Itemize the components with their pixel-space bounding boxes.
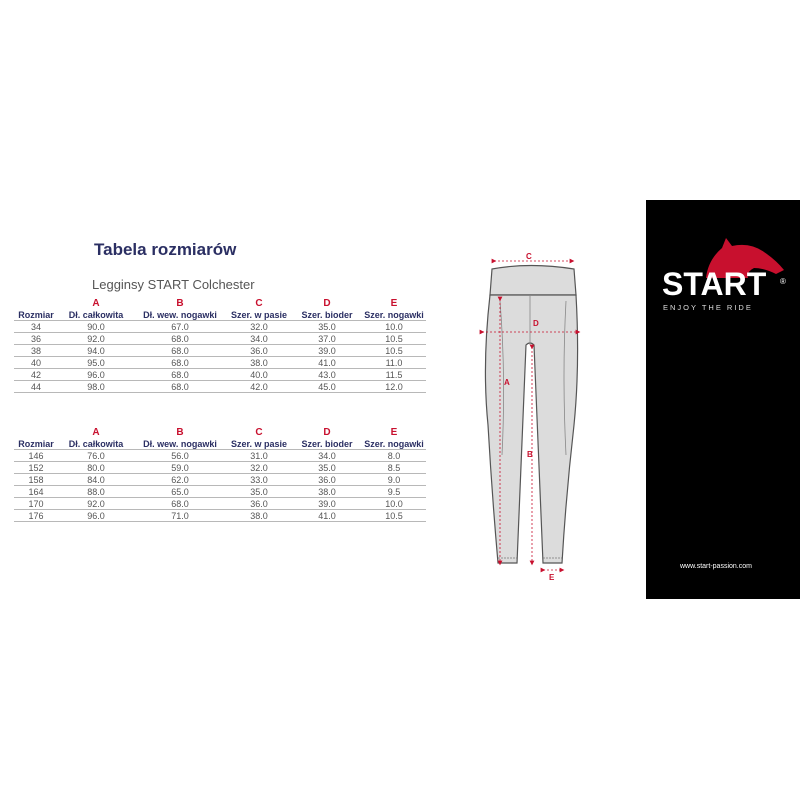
table-cell: 31.0: [226, 450, 292, 462]
table-cell: 96.0: [58, 510, 134, 522]
table-cell: 42.0: [226, 381, 292, 393]
table-cell: 9.0: [362, 474, 426, 486]
table-cell: 45.0: [292, 381, 362, 393]
table-cell: 10.0: [362, 321, 426, 333]
table-cell: 80.0: [58, 462, 134, 474]
letter-cell: [14, 298, 58, 309]
table-cell: 38: [14, 345, 58, 357]
table-cell: 43.0: [292, 369, 362, 381]
table-cell: 8.0: [362, 450, 426, 462]
table-cell: 90.0: [58, 321, 134, 333]
table-row: [14, 321, 426, 333]
table-row: [14, 486, 426, 498]
table-cell: 35.0: [226, 486, 292, 498]
registered-mark: ®: [780, 277, 786, 286]
table-cell: 62.0: [134, 474, 226, 486]
table-cell: 12.0: [362, 381, 426, 393]
website-url: www.start-passion.com: [680, 563, 752, 570]
table-cell: 36.0: [226, 345, 292, 357]
header-row: [14, 309, 426, 321]
table-cell: 94.0: [58, 345, 134, 357]
table-cell: 56.0: [134, 450, 226, 462]
table-cell: 36: [14, 333, 58, 345]
header-row: [14, 438, 426, 450]
table-cell: 152: [14, 462, 58, 474]
table-cell: 34.0: [226, 333, 292, 345]
column-header: Szer. nogawki: [362, 309, 426, 321]
label-b: B: [527, 450, 533, 459]
table-cell: 88.0: [58, 486, 134, 498]
letter-cell: A: [92, 298, 100, 309]
table-cell: 170: [14, 498, 58, 510]
table-cell: 76.0: [58, 450, 134, 462]
label-e: E: [549, 573, 555, 582]
table-cell: 95.0: [58, 357, 134, 369]
table-cell: 9.5: [362, 486, 426, 498]
label-d: D: [533, 319, 539, 328]
table-cell: 34.0: [292, 450, 362, 462]
letter-cell: A: [92, 427, 100, 438]
table-cell: 68.0: [134, 369, 226, 381]
table-row: [14, 369, 426, 381]
table-row: [14, 462, 426, 474]
table-cell: 68.0: [134, 498, 226, 510]
table-cell: 68.0: [134, 333, 226, 345]
letter-row: [14, 427, 426, 438]
table-cell: 36.0: [226, 498, 292, 510]
column-header: Rozmiar: [14, 309, 58, 321]
column-header: Szer. w pasie: [226, 309, 292, 321]
letter-cell: B: [176, 427, 184, 438]
column-header: Szer. nogawki: [362, 438, 426, 450]
table-cell: 59.0: [134, 462, 226, 474]
table-cell: 38.0: [226, 510, 292, 522]
table-row: [14, 381, 426, 393]
table-cell: 146: [14, 450, 58, 462]
table-row: [14, 357, 426, 369]
table-cell: 39.0: [292, 498, 362, 510]
table-cell: 96.0: [58, 369, 134, 381]
table-cell: 164: [14, 486, 58, 498]
leggings-outline: [485, 266, 577, 564]
table-cell: 34: [14, 321, 58, 333]
letter-cell: E: [390, 298, 398, 309]
table-cell: 84.0: [58, 474, 134, 486]
letter-cell: B: [176, 298, 184, 309]
column-header: Rozmiar: [14, 438, 58, 450]
table-cell: 92.0: [58, 498, 134, 510]
table-row: [14, 498, 426, 510]
kids-size-table: [14, 427, 426, 522]
letter-cell: E: [390, 427, 398, 438]
table-cell: 38.0: [226, 357, 292, 369]
column-header: Dł. wew. nogawki: [134, 309, 226, 321]
letter-cell: C: [255, 298, 263, 309]
table-cell: 158: [14, 474, 58, 486]
table-cell: 32.0: [226, 321, 292, 333]
leggings-diagram: [470, 245, 600, 590]
table-cell: 37.0: [292, 333, 362, 345]
table-cell: 39.0: [292, 345, 362, 357]
letter-row: [14, 298, 426, 309]
table-cell: 68.0: [134, 381, 226, 393]
brand-tagline: ENJOY THE RIDE: [663, 303, 753, 312]
table-cell: 176: [14, 510, 58, 522]
table-body: [14, 450, 426, 522]
letter-cell: D: [323, 427, 331, 438]
table-cell: 44: [14, 381, 58, 393]
table-body: [14, 321, 426, 393]
table-row: [14, 450, 426, 462]
table-cell: 10.0: [362, 498, 426, 510]
table-cell: 98.0: [58, 381, 134, 393]
table-cell: 68.0: [134, 357, 226, 369]
table-cell: 41.0: [292, 357, 362, 369]
column-header: Szer. w pasie: [226, 438, 292, 450]
table-cell: 10.5: [362, 333, 426, 345]
column-header: Szer. bioder: [292, 438, 362, 450]
table-cell: 10.5: [362, 510, 426, 522]
table-cell: 68.0: [134, 345, 226, 357]
table-cell: 32.0: [226, 462, 292, 474]
table-cell: 40: [14, 357, 58, 369]
table-cell: 92.0: [58, 333, 134, 345]
column-header: Dł. wew. nogawki: [134, 438, 226, 450]
table-cell: 11.0: [362, 357, 426, 369]
table-cell: 41.0: [292, 510, 362, 522]
table-cell: 10.5: [362, 345, 426, 357]
table-row: [14, 345, 426, 357]
column-header: Dł. całkowita: [58, 309, 134, 321]
letter-cell: [14, 427, 58, 438]
adult-size-table: [14, 298, 426, 393]
table-cell: 38.0: [292, 486, 362, 498]
brand-name: START: [662, 266, 767, 302]
table-cell: 11.5: [362, 369, 426, 381]
column-header: Dł. całkowita: [58, 438, 134, 450]
letter-cell: C: [255, 427, 263, 438]
table-cell: 65.0: [134, 486, 226, 498]
table-row: [14, 333, 426, 345]
brand-panel: [646, 200, 800, 599]
table-cell: 42: [14, 369, 58, 381]
product-subtitle: Legginsy START Colchester: [92, 277, 255, 292]
page-title: Tabela rozmiarów: [94, 240, 237, 259]
table-cell: 33.0: [226, 474, 292, 486]
column-header: Szer. bioder: [292, 309, 362, 321]
table-row: [14, 510, 426, 522]
table-cell: 67.0: [134, 321, 226, 333]
letter-cell: D: [323, 298, 331, 309]
table-cell: 35.0: [292, 321, 362, 333]
label-c: C: [526, 252, 532, 261]
table-cell: 71.0: [134, 510, 226, 522]
table-cell: 36.0: [292, 474, 362, 486]
table-cell: 8.5: [362, 462, 426, 474]
table-row: [14, 474, 426, 486]
table-cell: 40.0: [226, 369, 292, 381]
table-cell: 35.0: [292, 462, 362, 474]
label-a: A: [504, 378, 510, 387]
